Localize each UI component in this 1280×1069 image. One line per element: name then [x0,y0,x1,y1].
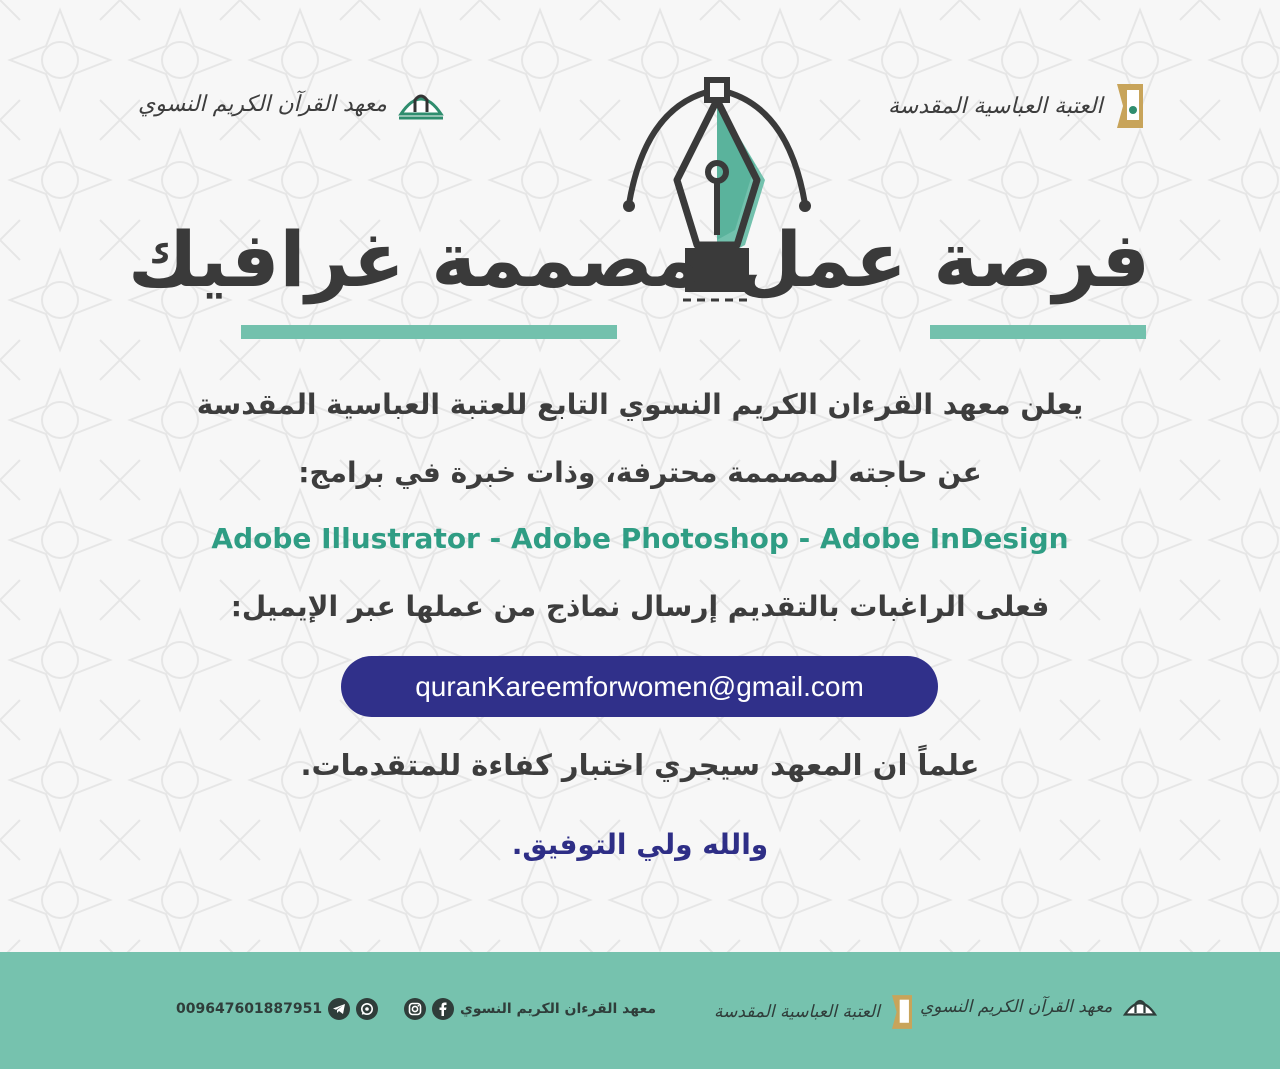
footer-institute-logo-text: معهد القرآن الكريم النسوي [920,997,1113,1017]
closing-line: والله ولي التوفيق. [511,828,769,861]
title-underline-left [241,325,617,339]
phone-number[interactable]: 009647601887951 [176,1001,323,1017]
social-account-name: معهد القرءان الكريم النسوي [460,1001,657,1017]
footer-institute-emblem-icon [1120,992,1160,1022]
abbas-shrine-logo-text: العتبة العباسية المقدسة [888,93,1103,119]
email-address-link[interactable]: quranKareemforwomen@gmail.com [341,656,938,717]
institute-emblem-icon [397,84,445,124]
social-accounts [404,998,656,1020]
institute-logo [138,84,445,124]
application-instructions: فعلى الراغبات بالتقديم إرسال نماذج من عملها عبر الإيميل: [230,590,1050,623]
footer-bar [0,952,1280,1069]
abbas-shrine-logo [888,80,1147,132]
title-underline-right [930,325,1146,339]
announcement-line: يعلن معهد القرءان الكريم النسوي التابع للعتبة العباسية المقدسة [196,388,1084,421]
facebook-icon[interactable] [432,998,454,1020]
institute-logo-text: معهد القرآن الكريم النسوي [138,91,387,117]
footer-shrine-emblem-icon [888,992,916,1032]
whatsapp-icon[interactable] [356,998,378,1020]
footer-shrine-logo [714,992,916,1032]
contact-phone [176,998,378,1020]
footer-institute-logo [920,992,1160,1022]
requirement-line: عن حاجته لمصممة محترفة، وذات خبرة في برامج: [298,456,982,489]
competency-test-note: علماً ان المعهد سيجري اختبار كفاءة للمتقدمات. [300,748,980,782]
telegram-icon[interactable] [328,998,350,1020]
title-graphic-designer: مصممة غرافيك [128,215,702,304]
footer-shrine-logo-text: العتبة العباسية المقدسة [714,1002,880,1022]
title-job-opportunity: فرصة عمل [736,215,1150,304]
shrine-emblem-icon [1113,80,1147,132]
instagram-icon[interactable] [404,998,426,1020]
software-list: Adobe Illustrator - Adobe Photoshop - Adobe InDesign [211,522,1069,555]
